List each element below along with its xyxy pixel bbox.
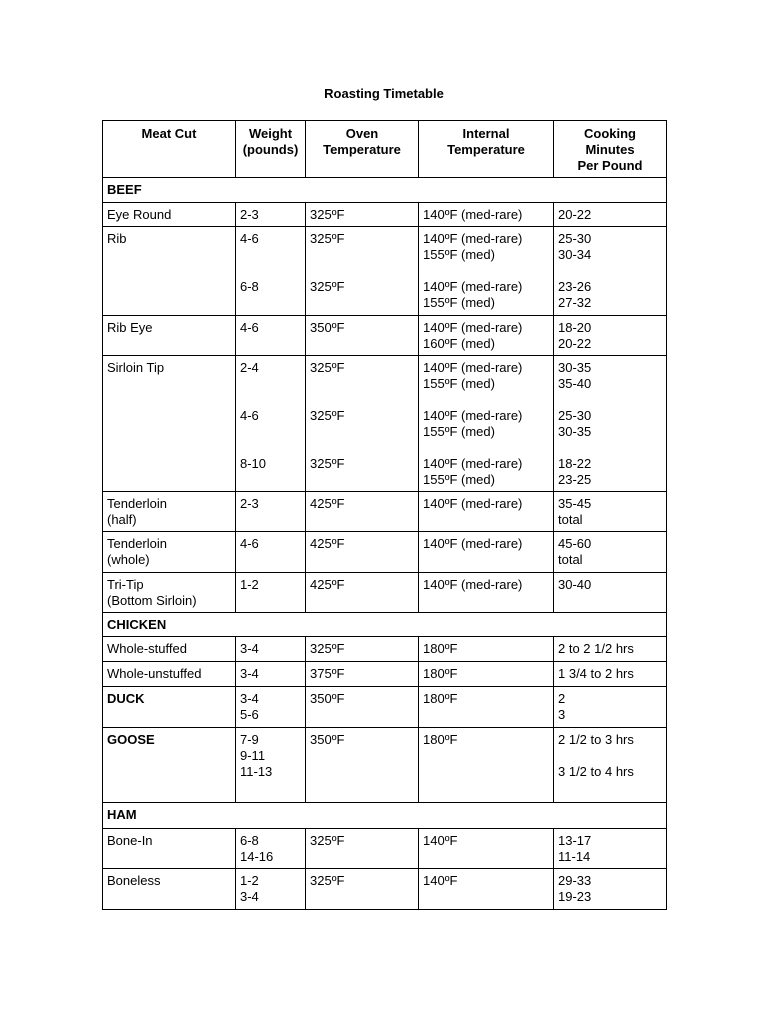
- table-row: [103, 532, 667, 573]
- table-row: [103, 687, 667, 728]
- cell-weight: 4-6 6-8: [236, 227, 306, 316]
- cell-weight: 3-4: [236, 662, 306, 687]
- cell-weight: 7-9 9-11 11-13: [236, 728, 306, 803]
- table-row: [103, 728, 667, 803]
- cell-internal-temperature: 140ºF (med-rare): [419, 492, 554, 532]
- section-row-chicken: [103, 613, 667, 637]
- cell-meat-cut: Tri-Tip (Bottom Sirloin): [103, 573, 236, 613]
- cell-oven-temperature: 325ºF: [306, 869, 419, 910]
- table-row: [103, 492, 667, 532]
- cell-meat-cut: Tenderloin (whole): [103, 532, 236, 573]
- cell-oven-temperature: 325ºF: [306, 203, 419, 227]
- cell-cooking-minutes: 20-22: [554, 203, 667, 227]
- cell-oven-temperature: 325ºF: [306, 637, 419, 662]
- cell-internal-temperature: 180ºF: [419, 662, 554, 687]
- cell-weight: 1-2: [236, 573, 306, 613]
- cell-meat-cut: Whole-unstuffed: [103, 662, 236, 687]
- cell-oven-temperature: 425ºF: [306, 532, 419, 573]
- table-row: [103, 203, 667, 227]
- cell-internal-temperature: 180ºF: [419, 637, 554, 662]
- cell-weight: 2-4 4-6 8-10: [236, 356, 306, 492]
- cell-cooking-minutes: 1 3/4 to 2 hrs: [554, 662, 667, 687]
- section-beef: BEEF: [103, 178, 667, 203]
- cell-internal-temperature: 180ºF: [419, 687, 554, 728]
- header-meat-cut: Meat Cut: [103, 121, 236, 178]
- cell-oven-temperature: 325ºF: [306, 829, 419, 869]
- cell-meat-cut: Tenderloin (half): [103, 492, 236, 532]
- cell-oven-temperature: 350ºF: [306, 728, 419, 803]
- cell-cooking-minutes: 25-30 30-34 23-26 27-32: [554, 227, 667, 316]
- cell-internal-temperature: 140ºF (med-rare) 160ºF (med): [419, 316, 554, 356]
- table-row: [103, 356, 667, 492]
- section-row-ham: [103, 803, 667, 829]
- cell-internal-temperature: 140ºF (med-rare) 155ºF (med) 140ºF (med-rare) 155ºF (med): [419, 227, 554, 316]
- page-title: Roasting Timetable: [324, 86, 444, 101]
- table-row: [103, 637, 667, 662]
- cell-weight: 6-8 14-16: [236, 829, 306, 869]
- cell-weight: 3-4: [236, 637, 306, 662]
- cell-oven-temperature: 425ºF: [306, 573, 419, 613]
- cell-meat-cut: Whole-stuffed: [103, 637, 236, 662]
- table-row: [103, 227, 667, 316]
- table-row: [103, 316, 667, 356]
- cell-oven-temperature: 425ºF: [306, 492, 419, 532]
- table-row: [103, 662, 667, 687]
- section-row-beef: [103, 178, 667, 203]
- cell-internal-temperature: 140ºF (med-rare): [419, 573, 554, 613]
- section-ham: HAM: [103, 803, 667, 829]
- cell-cooking-minutes: 29-33 19-23: [554, 869, 667, 910]
- cell-cooking-minutes: 13-17 11-14: [554, 829, 667, 869]
- cell-oven-temperature: 350ºF: [306, 687, 419, 728]
- cell-cooking-minutes: 30-35 35-40 25-30 30-35 18-22 23-25: [554, 356, 667, 492]
- header-cooking-minutes: Cooking Minutes Per Pound: [554, 121, 667, 178]
- cell-cooking-minutes: 2 1/2 to 3 hrs 3 1/2 to 4 hrs: [554, 728, 667, 803]
- cell-cooking-minutes: 2 to 2 1/2 hrs: [554, 637, 667, 662]
- cell-meat-cut: Sirloin Tip: [103, 356, 236, 492]
- cell-internal-temperature: 140ºF (med-rare) 155ºF (med) 140ºF (med-rare) 155ºF (med) 140ºF (med-rare) 155ºF (med): [419, 356, 554, 492]
- cell-cooking-minutes: 30-40: [554, 573, 667, 613]
- header-oven-temperature: Oven Temperature: [306, 121, 419, 178]
- section-chicken: CHICKEN: [103, 613, 667, 637]
- cell-cooking-minutes: 2 3: [554, 687, 667, 728]
- cell-internal-temperature: 140ºF: [419, 829, 554, 869]
- table-row: [103, 869, 667, 910]
- cell-weight: 1-2 3-4: [236, 869, 306, 910]
- header-internal-temperature: Internal Temperature: [419, 121, 554, 178]
- cell-meat-cut: Bone-In: [103, 829, 236, 869]
- cell-cooking-minutes: 45-60 total: [554, 532, 667, 573]
- cell-oven-temperature: 350ºF: [306, 316, 419, 356]
- cell-meat-cut: Eye Round: [103, 203, 236, 227]
- cell-cooking-minutes: 35-45 total: [554, 492, 667, 532]
- cell-oven-temperature: 375ºF: [306, 662, 419, 687]
- cell-meat-cut: Rib Eye: [103, 316, 236, 356]
- cell-cooking-minutes: 18-20 20-22: [554, 316, 667, 356]
- cell-weight: 4-6: [236, 316, 306, 356]
- header-row: [103, 121, 667, 178]
- cell-internal-temperature: 180ºF: [419, 728, 554, 803]
- cell-meat-cut: Rib: [103, 227, 236, 316]
- table-row: [103, 573, 667, 613]
- cell-weight: 2-3: [236, 492, 306, 532]
- cell-weight: 3-4 5-6: [236, 687, 306, 728]
- cell-internal-temperature: 140ºF (med-rare): [419, 203, 554, 227]
- roasting-table: [102, 120, 667, 910]
- cell-oven-temperature: 325ºF 325ºF 325ºF: [306, 356, 419, 492]
- cell-meat-cut: Boneless: [103, 869, 236, 910]
- cell-meat-cut: DUCK: [103, 687, 236, 728]
- header-weight: Weight (pounds): [236, 121, 306, 178]
- cell-internal-temperature: 140ºF (med-rare): [419, 532, 554, 573]
- cell-weight: 4-6: [236, 532, 306, 573]
- cell-internal-temperature: 140ºF: [419, 869, 554, 910]
- cell-meat-cut: GOOSE: [103, 728, 236, 803]
- table-row: [103, 829, 667, 869]
- cell-oven-temperature: 325ºF 325ºF: [306, 227, 419, 316]
- cell-weight: 2-3: [236, 203, 306, 227]
